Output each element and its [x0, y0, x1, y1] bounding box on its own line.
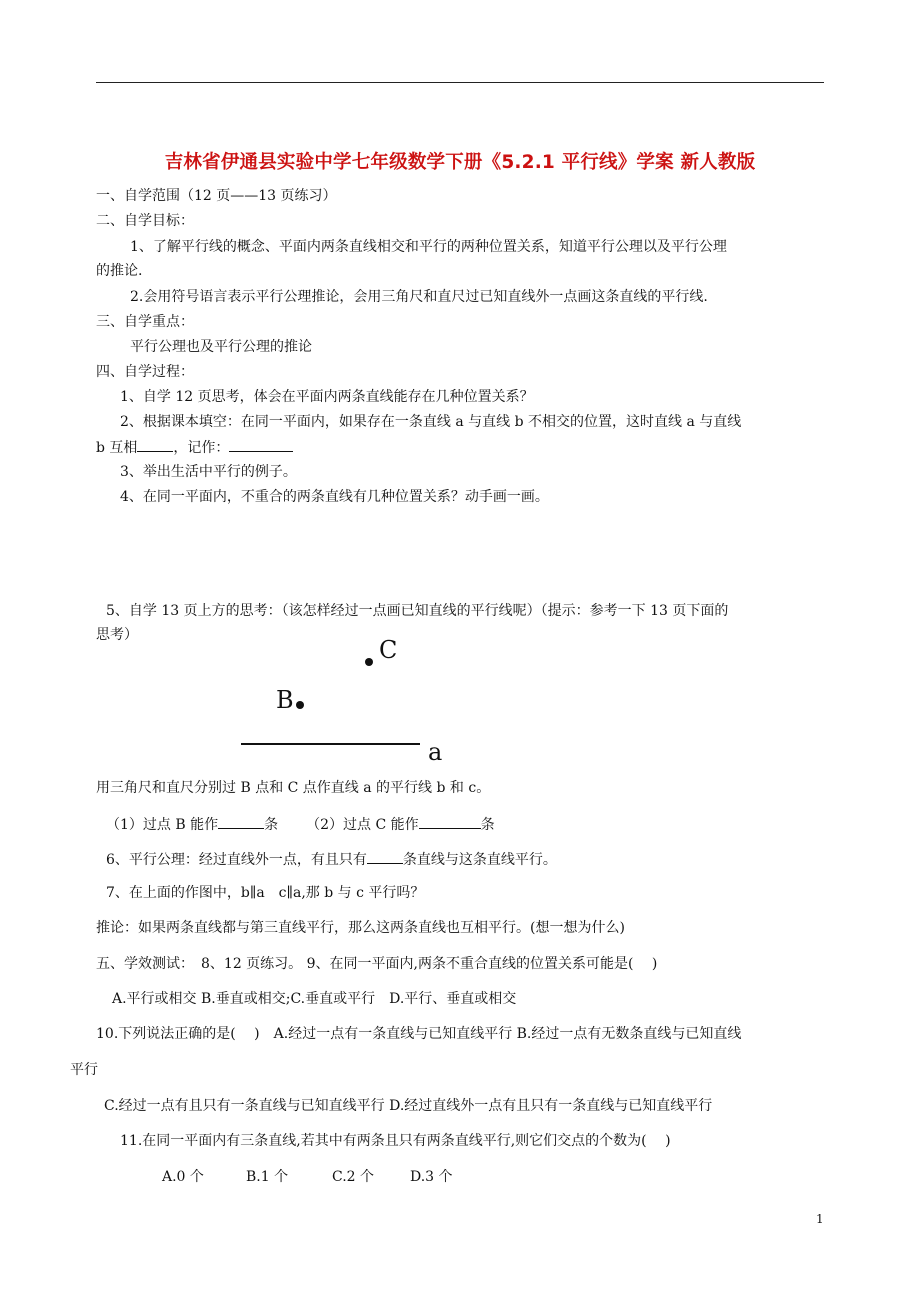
point-b-label: B	[276, 686, 294, 714]
question-11-option-c: C.2 个	[332, 1169, 375, 1185]
process-2-line1: 2、根据课本填空：在同一平面内，如果存在一条直线 a 与直线 b 不相交的位置，这时直线 a 与直线	[120, 414, 742, 430]
process-2-text-a: b 互相	[96, 440, 138, 456]
question-10-line1: 10.下列说法正确的是( ) A.经过一点有一条直线与已知直线平行 B.经过一点有无数条直线与已知直线	[96, 1026, 742, 1042]
process-2-line2	[96, 437, 293, 458]
section-4: 四、自学过程：	[96, 364, 194, 380]
point-c-label: C	[379, 636, 398, 664]
process-5-line1: 5、自学 13 页上方的思考：（该怎样经过一点画已知直线的平行线呢）（提示：参考一下 13 页下面的	[106, 603, 729, 619]
question-11-option-d: D.3 个	[410, 1169, 453, 1185]
point-c-dot	[365, 658, 373, 666]
section-1: 一、自学范围（12 页——13 页练习）	[96, 188, 337, 204]
key-point: 平行公理也及平行公理的推论	[130, 339, 312, 355]
process-6-text-a: 6、平行公理：经过直线外一点，有且只有	[106, 852, 367, 868]
blank-through-b[interactable]	[218, 814, 264, 829]
blank-axiom[interactable]	[367, 849, 403, 864]
blank-through-c[interactable]	[419, 814, 481, 829]
section-3: 三、自学重点：	[96, 314, 194, 330]
question-9-options: A.平行或相交 B.垂直或相交;C.垂直或平行 D.平行、垂直或相交	[112, 991, 517, 1007]
header-rule	[96, 82, 824, 83]
process-7: 7、在上面的作图中，b∥a c∥a,那 b 与 c 平行吗？	[106, 885, 425, 901]
process-2-text-b: ，记作：	[173, 440, 230, 456]
document-title: 吉林省伊通县实验中学七年级数学下册《5.2.1 平行线》学案 新人教版	[164, 152, 756, 173]
process-4: 4、在同一平面内，不重合的两条直线有几种位置关系？动手画一画。	[120, 489, 549, 505]
question-10-line3: C.经过一点有且只有一条直线与已知直线平行 D.经过直线外一点有且只有一条直线与已知直线平行	[104, 1098, 713, 1114]
question-11-option-a: A.0 个	[162, 1169, 204, 1185]
question-c-unit: 条	[480, 817, 495, 833]
process-6	[106, 849, 557, 870]
goal-2: 2.会用符号语言表示平行公理推论，会用三角尺和直尺过已知直线外一点画这条直线的平行线.	[130, 289, 708, 305]
point-b-dot	[296, 701, 304, 709]
page-number: 1	[816, 1212, 824, 1226]
line-a-label: a	[428, 738, 443, 766]
question-b-unit: 条	[264, 817, 279, 833]
process-3: 3、举出生活中平行的例子。	[120, 464, 297, 480]
question-10-line2: 平行	[70, 1062, 98, 1078]
goal-1-line2: 的推论.	[96, 263, 143, 279]
process-1: 1、自学 12 页思考，体会在平面内两条直线能存在几种位置关系？	[120, 389, 534, 405]
question-b-c	[106, 814, 495, 835]
process-5-line2: 思考）	[96, 627, 138, 643]
process-6-text-b: 条直线与这条直线平行。	[402, 852, 557, 868]
section-5: 五、学效测试： 8、12 页练习。 9、在同一平面内,两条不重合直线的位置关系可能是( )	[96, 956, 658, 972]
question-11-option-b: B.1 个	[246, 1169, 289, 1185]
question-b-text: （1）过点 B 能作	[106, 817, 219, 833]
question-c-text: （2）过点 C 能作	[306, 817, 419, 833]
blank-relation[interactable]	[137, 437, 173, 452]
goal-1-line1: 1、了解平行线的概念、平面内两条直线相交和平行的两种位置关系，知道平行公理以及平行公理	[130, 239, 727, 255]
blank-notation[interactable]	[229, 437, 293, 452]
line-a	[241, 743, 420, 745]
question-11: 11.在同一平面内有三条直线,若其中有两条且只有两条直线平行,则它们交点的个数为( )	[120, 1133, 671, 1149]
corollary: 推论：如果两条直线都与第三直线平行，那么这两条直线也互相平行。(想一想为什么)	[96, 920, 625, 936]
draw-instruction: 用三角尺和直尺分别过 B 点和 C 点作直线 a 的平行线 b 和 c。	[96, 780, 491, 796]
section-2: 二、自学目标：	[96, 213, 194, 229]
